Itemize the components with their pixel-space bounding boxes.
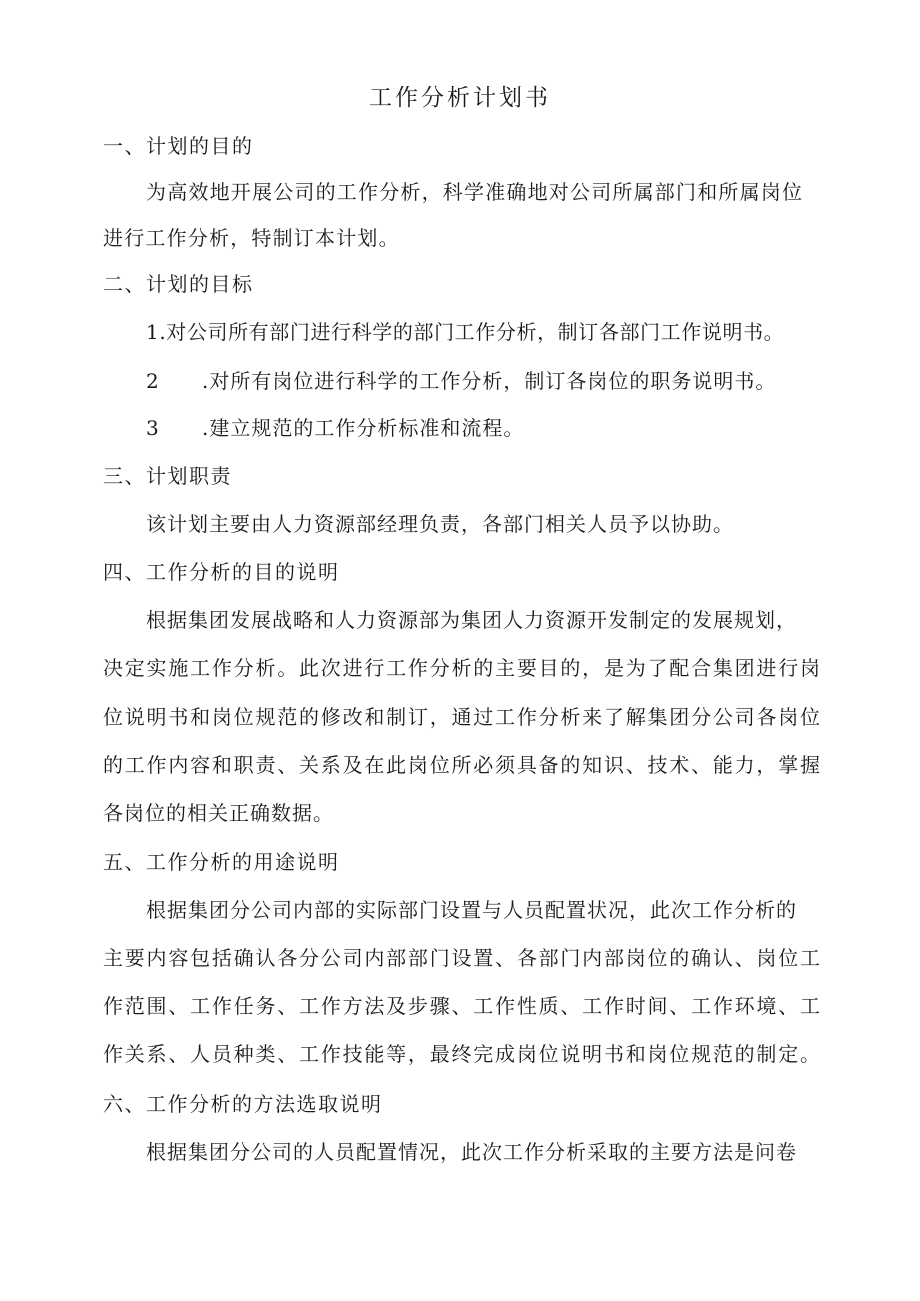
- list-item-text: .对公司所有部门进行科学的部门工作分析，制订各部门工作说明书。: [159, 320, 785, 344]
- paragraph-line: 根据集团分公司内部的实际部门设置与人员配置状况，此次工作分析的: [146, 898, 797, 922]
- paragraph-line: 主要内容包括确认各分公司内部部门设置、各部门内部岗位的确认、岗位工: [103, 946, 820, 970]
- list-item: [146, 413, 524, 443]
- paragraph-line: 作关系、人员种类、工作技能等，最终完成岗位说明书和岗位规范的制定。: [103, 1042, 820, 1066]
- section-heading: 三、计划职责: [103, 464, 232, 488]
- paragraph-line: 各岗位的相关正确数据。: [103, 801, 334, 825]
- list-item-number: 1: [146, 320, 160, 344]
- list-item: [146, 317, 784, 347]
- list-item: [146, 366, 776, 396]
- section-heading: 二、计划的目标: [103, 272, 254, 296]
- page-title: 工作分析计划书: [369, 85, 551, 111]
- paragraph-line: 作范围、工作任务、工作方法及步骤、工作性质、工作时间、工作环境、工: [103, 994, 820, 1018]
- list-item-text: .对所有岗位进行科学的工作分析，制订各岗位的职务说明书。: [202, 369, 777, 393]
- section-heading: 一、计划的目的: [103, 134, 254, 158]
- paragraph-line: 决定实施工作分析。此次进行工作分析的主要目的，是为了配合集团进行岗: [103, 656, 820, 680]
- paragraph-line: 根据集团发展战略和人力资源部为集团人力资源开发制定的发展规划，: [146, 608, 797, 632]
- paragraph-line: 进行工作分析，特制订本计划。: [103, 226, 400, 250]
- section-heading: 四、工作分析的目的说明: [103, 560, 340, 584]
- list-item-number: 3: [146, 416, 160, 440]
- list-item-text: .建立规范的工作分析标准和流程。: [202, 416, 525, 440]
- paragraph-line: 为高效地开展公司的工作分析，科学准确地对公司所属部门和所属岗位: [146, 180, 804, 204]
- paragraph-line: 位说明书和岗位规范的修改和制订，通过工作分析来了解集团分公司各岗位: [103, 705, 820, 729]
- paragraph-line: 该计划主要由人力资源部经理负责，各部门相关人员予以协助。: [146, 512, 734, 536]
- section-heading: 六、工作分析的方法选取说明: [103, 1092, 383, 1116]
- paragraph-line: 根据集团分公司的人员配置情况，此次工作分析采取的主要方法是问卷: [146, 1140, 797, 1164]
- list-item-number: 2: [146, 369, 160, 393]
- section-heading: 五、工作分析的用途说明: [103, 850, 340, 874]
- paragraph-line: 的工作内容和职责、关系及在此岗位所必须具备的知识、技术、能力，掌握: [103, 753, 820, 777]
